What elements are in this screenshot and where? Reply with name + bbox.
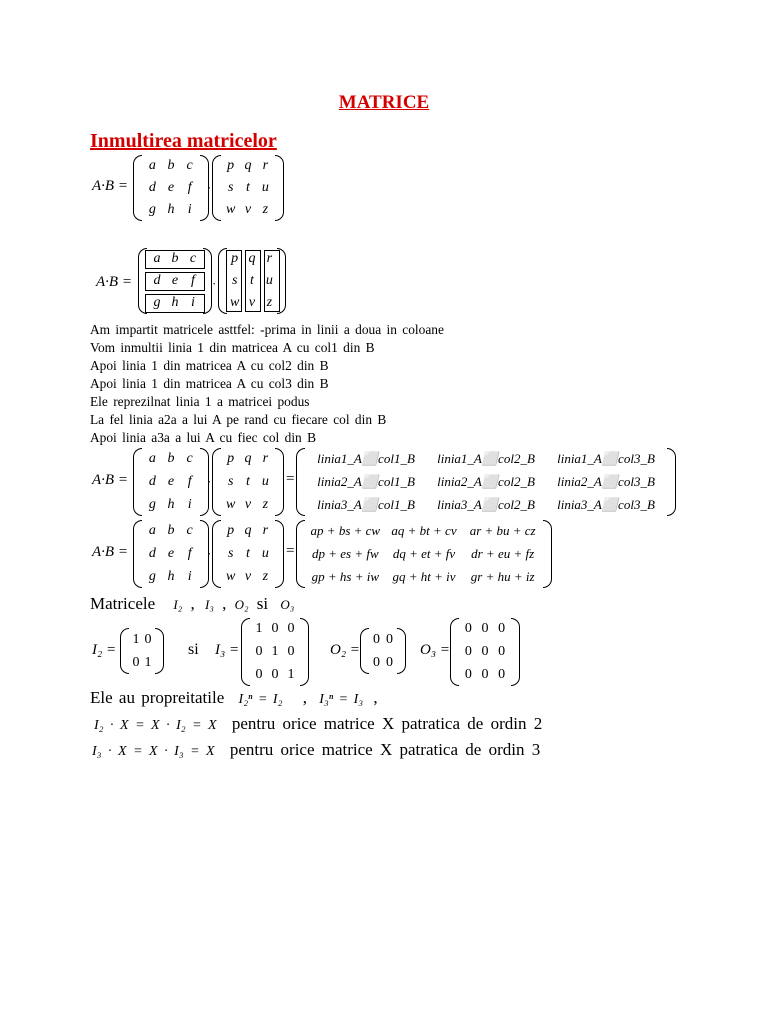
matrix-i2: [120, 628, 164, 674]
eq4-label: A·B =: [92, 544, 128, 560]
cell: r: [262, 523, 269, 539]
cell: i: [187, 568, 192, 584]
eq1-matrix-a: [133, 155, 212, 221]
cell: linia3_A⬜col2_B: [437, 496, 535, 512]
i2-symbol: I₂: [173, 597, 183, 612]
cell: a: [148, 523, 156, 539]
eq4-matrix-b: [212, 520, 284, 588]
o2-symbol: O₂: [234, 597, 249, 612]
cell: u: [261, 180, 269, 195]
matrix-o2: [360, 628, 406, 674]
cell: linia3_A⬜col1_B: [317, 496, 415, 512]
i2-label: I₂ =: [92, 642, 117, 658]
comma: ,: [302, 688, 307, 707]
cell: h: [171, 295, 179, 310]
cell: 0: [386, 654, 393, 670]
cell: gr + hu + iz: [470, 568, 535, 584]
cell: t: [246, 545, 250, 561]
cell: s: [231, 273, 238, 288]
cell: w: [229, 295, 240, 310]
i3-symbol: I₃: [205, 597, 214, 612]
o2-label: O₂ =: [330, 642, 360, 658]
cell: 0: [481, 621, 489, 637]
cell: p: [227, 523, 235, 539]
cell: linia3_A⬜col3_B: [557, 496, 655, 512]
formula: I₂ · X = X · I₂ = X: [94, 718, 217, 733]
cell: dr + eu + fz: [471, 545, 535, 561]
matrix-o3: [450, 618, 520, 686]
o3-label: O₃ =: [420, 642, 450, 658]
cell: f: [187, 180, 192, 195]
cell: r: [262, 451, 269, 467]
cell: a: [153, 251, 161, 266]
cell: 0: [498, 666, 506, 682]
cell: q: [244, 451, 252, 467]
property-text: pentru orice matrice X patratica de ordin 3: [229, 740, 541, 759]
cell: aq + bt + cv: [391, 523, 457, 539]
eq3-matrix-symbolic: [296, 448, 676, 516]
cell: h: [167, 496, 175, 512]
equals-sign: =: [286, 471, 295, 487]
text-line: La fel linia a2a a lui A pe rand cu fiecare col din B: [90, 412, 387, 427]
cell: 0: [287, 621, 295, 637]
cell: dq + et + fv: [392, 545, 456, 561]
cell: g: [148, 496, 156, 512]
cell: z: [262, 202, 269, 217]
cell: z: [262, 496, 269, 512]
page-title: MATRICE: [338, 92, 430, 113]
text-line: Apoi linia 1 din matricea A cu col2 din B: [90, 358, 329, 373]
formula: I₃ · X = X · I₃ = X: [92, 744, 215, 759]
cell: b: [171, 251, 179, 266]
cell: e: [171, 273, 179, 288]
cell: i: [191, 295, 195, 310]
cell: 0: [464, 643, 472, 659]
eq1-label: A·B =: [92, 178, 128, 194]
cell: 0: [255, 643, 263, 659]
cell: gp + hs + iw: [311, 568, 380, 584]
cell: q: [244, 523, 252, 539]
cell: g: [153, 295, 161, 310]
cell: b: [167, 158, 175, 173]
cell: g: [148, 568, 156, 584]
cell: w: [225, 496, 236, 512]
text-line: Ele reprezilnat linia 1 a matricei podus: [90, 394, 310, 409]
eq4-matrix-a: [133, 520, 212, 588]
cell: 0: [481, 643, 489, 659]
cell: f: [191, 273, 195, 288]
cell: dp + es + fw: [311, 545, 379, 561]
cell: 0: [373, 654, 380, 670]
cell: b: [167, 523, 175, 539]
cell: t: [246, 473, 250, 489]
cell: 0: [464, 621, 472, 637]
cell: q: [244, 158, 252, 173]
eq4-matrix-product: [296, 520, 552, 588]
si-word: si: [256, 594, 269, 613]
matricele-word: Matricele: [90, 594, 156, 613]
text-line: Apoi linia a3a a lui A cu fiec col din B: [90, 430, 317, 445]
equals-sign: =: [286, 543, 295, 559]
cell: v: [244, 202, 252, 217]
si-word: si: [188, 641, 199, 658]
cell: u: [265, 273, 273, 288]
cell: 0: [271, 666, 279, 682]
properties-text: Ele au propreitatile: [90, 688, 225, 707]
cell: b: [167, 451, 175, 467]
eq2-matrix-b-cols: [218, 248, 286, 314]
eq1-matrix-b: [212, 155, 284, 221]
cell: u: [261, 473, 269, 489]
cell: h: [167, 202, 175, 217]
cell: linia1_A⬜col1_B: [317, 451, 415, 467]
cell: 1: [255, 621, 263, 637]
cell: 0: [498, 621, 506, 637]
cell: 0: [498, 643, 506, 659]
cell: e: [167, 180, 175, 195]
cell: w: [225, 202, 236, 217]
cell: c: [186, 158, 193, 173]
i3-property-line: [92, 740, 540, 760]
cell: d: [148, 180, 156, 195]
cell: g: [148, 202, 156, 217]
text-line: Apoi linia 1 din matricea A cu col3 din B: [90, 376, 329, 391]
cell: 0: [255, 666, 263, 682]
cell: linia2_A⬜col3_B: [557, 473, 655, 489]
cell: ar + bu + cz: [469, 523, 536, 539]
cell: linia1_A⬜col3_B: [557, 451, 655, 467]
section-subtitle: Inmultirea matricelor: [90, 130, 277, 152]
formula: I₃ⁿ = I₃: [319, 692, 364, 707]
cell: 0: [271, 621, 279, 637]
cell: i: [187, 496, 192, 512]
dot: ·: [212, 276, 217, 291]
cell: i: [187, 202, 192, 217]
cell: z: [262, 568, 269, 584]
cell: 0: [287, 643, 295, 659]
dot: ·: [207, 546, 212, 561]
cell: p: [231, 251, 239, 266]
comma: ,: [222, 594, 227, 613]
cell: r: [262, 158, 269, 173]
cell: 1: [132, 631, 140, 647]
cell: h: [167, 568, 175, 584]
formula: I₂ⁿ = I₂: [238, 692, 283, 707]
matricele-line: [90, 594, 294, 614]
cell: q: [248, 251, 256, 266]
i3-label: I₃ =: [215, 642, 240, 658]
cell: f: [187, 545, 192, 561]
cell: linia2_A⬜col2_B: [437, 473, 535, 489]
cell: e: [167, 473, 175, 489]
cell: 1: [144, 654, 152, 670]
cell: 1: [271, 643, 279, 659]
property-text: pentru orice matrice X patratica de ordin 2: [231, 714, 543, 733]
cell: v: [248, 295, 256, 310]
o3-symbol: O₃: [280, 597, 295, 612]
cell: 1: [287, 666, 295, 682]
matrix-i3: [241, 618, 309, 686]
cell: 0: [464, 666, 472, 682]
cell: f: [187, 473, 192, 489]
dot: ·: [207, 474, 212, 489]
cell: 0: [386, 631, 393, 647]
text-line: Am impartit matricele asttfel: -prima in linii a doua in coloane: [90, 322, 444, 337]
eq3-matrix-a: [133, 448, 212, 516]
cell: c: [186, 523, 193, 539]
cell: 0: [144, 631, 152, 647]
cell: s: [227, 545, 234, 561]
dot: ·: [207, 180, 212, 195]
cell: linia2_A⬜col1_B: [317, 473, 415, 489]
cell: c: [186, 451, 193, 467]
cell: t: [250, 273, 254, 288]
cell: d: [148, 545, 156, 561]
cell: v: [244, 568, 252, 584]
cell: linia1_A⬜col2_B: [437, 451, 535, 467]
cell: a: [148, 158, 156, 173]
cell: p: [227, 451, 235, 467]
eq3-matrix-b: [212, 448, 284, 516]
comma: ,: [373, 688, 378, 707]
cell: 0: [132, 654, 140, 670]
text-line: Vom inmultii linia 1 din matricea A cu col1 din B: [90, 340, 375, 355]
cell: e: [167, 545, 175, 561]
comma: ,: [190, 594, 195, 613]
cell: u: [261, 545, 269, 561]
cell: p: [227, 158, 235, 173]
i2-property-line: [94, 714, 542, 734]
cell: d: [153, 273, 161, 288]
cell: s: [227, 473, 234, 489]
cell: a: [148, 451, 156, 467]
eq3-label: A·B =: [92, 472, 128, 488]
cell: 0: [373, 631, 380, 647]
cell: gq + ht + iv: [392, 568, 456, 584]
cell: r: [266, 251, 273, 266]
cell: d: [148, 473, 156, 489]
eq2-matrix-a-rows: [138, 248, 212, 314]
cell: s: [227, 180, 234, 195]
properties-line: [90, 688, 378, 708]
cell: v: [244, 496, 252, 512]
cell: t: [246, 180, 250, 195]
cell: z: [266, 295, 273, 310]
cell: ap + bs + cw: [310, 523, 381, 539]
cell: c: [189, 251, 197, 266]
eq2-label: A·B =: [96, 274, 132, 290]
cell: 0: [481, 666, 489, 682]
cell: w: [225, 568, 236, 584]
